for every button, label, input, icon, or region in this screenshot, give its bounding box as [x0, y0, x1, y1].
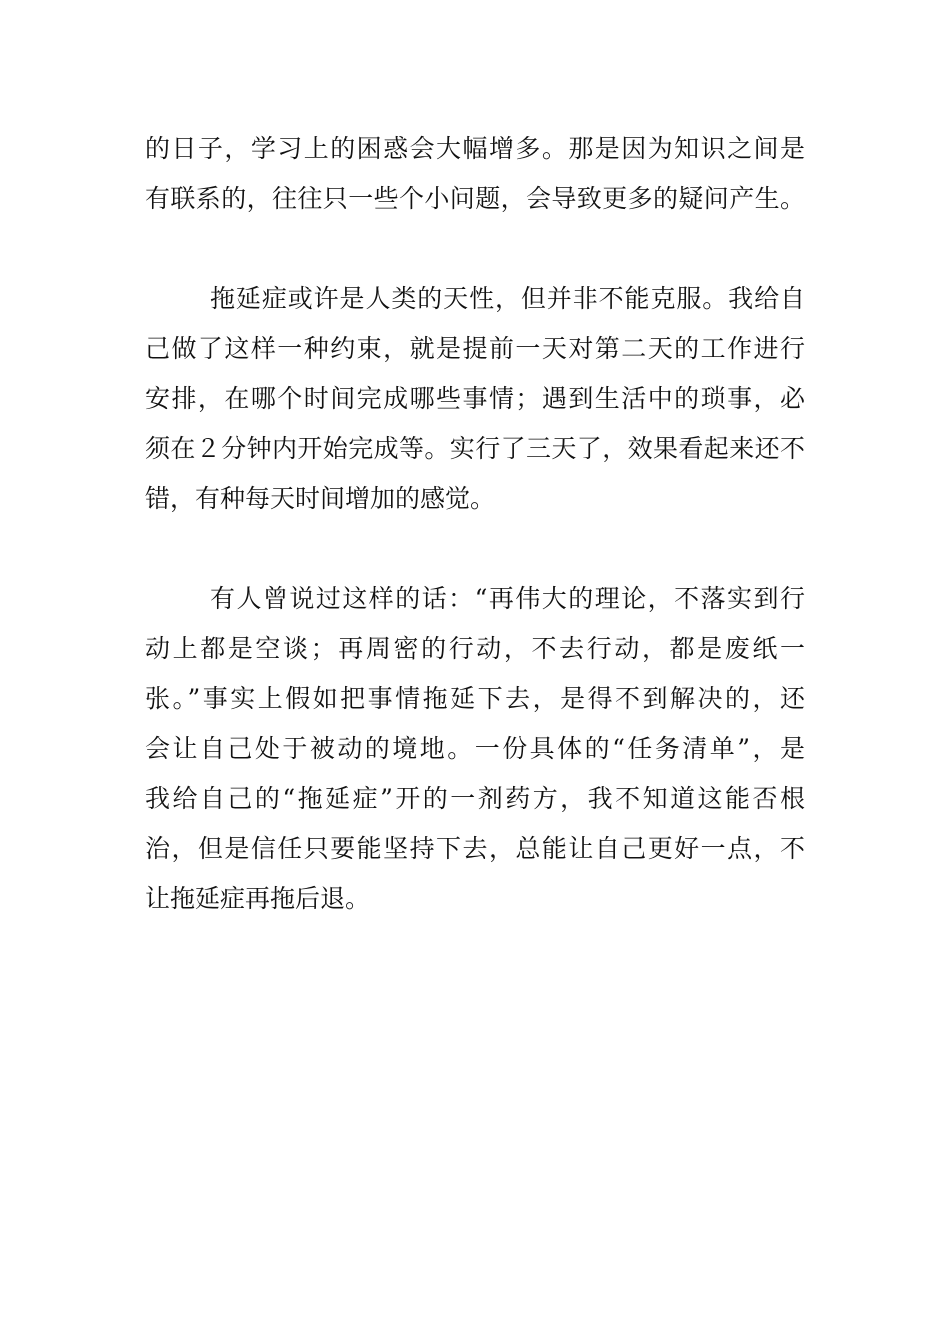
- paragraph-1-line-1: 的日子，学习上的困惑会大幅增多。那是因为知识之间是: [145, 134, 805, 163]
- paragraph-3-line-2: 动上都是空谈；再周密的行动，不去行动，都是废纸一: [145, 634, 805, 663]
- paragraph-2-line-2: 己做了这样一种约束，就是提前一天对第二天的工作进行: [145, 334, 805, 363]
- paragraph-3-line-7: 让拖延症再拖后退。: [145, 884, 371, 913]
- paragraph-3-line-1: 有人曾说过这样的话：“再伟大的理论，不落实到行: [210, 584, 805, 613]
- paragraph-3-line-5: 我给自己的“拖延症”开的一剂药方，我不知道这能否根: [145, 784, 805, 813]
- paragraph-3-line-6: 治，但是信任只要能坚持下去，总能让自己更好一点，不: [145, 834, 805, 863]
- paragraph-2-line-3: 安排，在哪个时间完成哪些事情；遇到生活中的琐事，必: [145, 384, 805, 413]
- paragraph-3-line-3: 张。”事实上假如把事情拖延下去，是得不到解决的，还: [145, 684, 805, 713]
- paragraph-2-line-4: 须在２分钟内开始完成等。实行了三天了，效果看起来还不: [145, 434, 805, 463]
- paragraph-2-line-5: 错，有种每天时间增加的感觉。: [145, 484, 496, 513]
- paragraph-1-line-2: 有联系的，往往只一些个小问题，会导致更多的疑问产生。: [145, 184, 805, 213]
- paragraph-3-line-4: 会让自己处于被动的境地。一份具体的“任务清单”，是: [145, 734, 805, 763]
- paragraph-2-line-1: 拖延症或许是人类的天性，但并非不能克服。我给自: [210, 284, 805, 313]
